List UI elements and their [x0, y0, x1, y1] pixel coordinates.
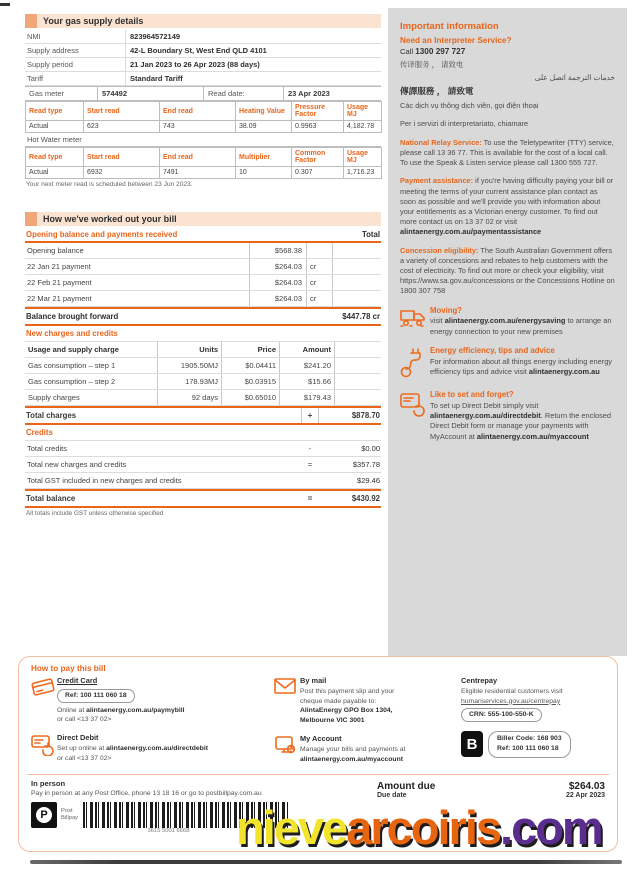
hw-th-end-read: End read [160, 148, 236, 167]
moving-tip [400, 306, 615, 337]
credit-card-method [31, 676, 274, 725]
step2-price: $0.03915 [221, 374, 279, 389]
balance-forward-label: Balance brought forward [26, 312, 119, 321]
centrepay-body [461, 676, 605, 725]
payment-methods-grid [31, 676, 605, 773]
supply-row-nmi [25, 30, 381, 44]
gas-table-data-row [26, 121, 382, 133]
interpreter-italian: Per i servizi di interpretariato, chiamare [400, 119, 529, 129]
amount-due-value: $264.03 [568, 780, 605, 792]
charge-row-step1 [25, 358, 381, 374]
total-credits-label: Total credits [27, 444, 68, 453]
direct-debit-icon [31, 733, 57, 763]
interpreter-call-line [400, 46, 615, 57]
energy-efficiency-title: Energy efficiency, tips and advice [430, 345, 555, 355]
moving-truck-icon [400, 306, 430, 337]
gst-row [25, 473, 381, 489]
gas-meter-label: Gas meter [29, 89, 65, 98]
power-cord-icon [400, 346, 430, 381]
gas-th-end-read: End read [160, 102, 236, 121]
credit-card-line1 [57, 706, 274, 716]
gas-pressure-factor: 0.9963 [292, 121, 344, 133]
centrepay-crn-badge: CRN: 555-100-550-K [461, 708, 542, 722]
hw-th-read-type: Read type [26, 148, 84, 167]
opening-balance-header-row [25, 228, 381, 243]
payment-jan-amount: $264.03 [249, 259, 307, 274]
total-charges-value: $878.70 [351, 411, 380, 420]
due-date-label: Due date [377, 791, 407, 799]
address-label: Supply address [27, 46, 79, 55]
step1-units: 1905.50MJ [157, 358, 221, 373]
supply-section-header [25, 14, 381, 28]
credit-card-body [57, 676, 274, 725]
total-new-charges-value: $357.78 [352, 460, 380, 469]
direct-debit-title: Direct Debit [57, 733, 99, 743]
set-and-forget-tip [400, 390, 615, 442]
by-mail-title: By mail [300, 676, 327, 685]
hw-read-type: Actual [26, 167, 84, 179]
bpay-ref: Ref: 100 111 060 18 [497, 745, 559, 753]
concession-text: The South Australian Government offers a variety of concessions and rebates to help customers with the cost of electricity. To find out more or check your eligibility, visit https://www.sa.gov.au/concessions or the Concessions Hotline on 1800 307 758 [400, 245, 615, 296]
national-relay-service-paragraph [400, 138, 615, 169]
watermark-part2: arcoiris [346, 801, 501, 854]
read-date-value: 23 Apr 2023 [283, 87, 381, 100]
amount-due-row [377, 781, 605, 792]
gas-start-read: 623 [84, 121, 160, 133]
total-column-label: Total [361, 230, 380, 239]
hw-start-read: 6932 [84, 167, 160, 179]
payment-col-1 [31, 676, 274, 773]
payment-mar-label: 22 Mar 21 payment [27, 294, 92, 303]
gas-usage: 4,182.78 [344, 121, 382, 133]
moving-title: Moving? [430, 305, 463, 315]
by-mail-line2: cheque made payable to: [300, 697, 377, 705]
supply-charge-price: $0.65010 [221, 390, 279, 405]
billpay-word: Billpay [61, 814, 79, 821]
direct-debit-line1-pre: Set up online at [57, 745, 107, 752]
payment-assistance-link[interactable]: alintaenergy.com.au/paymentassistance [400, 227, 542, 237]
post-word: Post [61, 807, 73, 814]
due-date-row [377, 792, 605, 799]
direct-debit-line1 [57, 744, 274, 754]
gas-read-type: Actual [26, 121, 84, 133]
supply-row-address [25, 44, 381, 58]
direct-debit-line2: or call <13 37 02> [57, 754, 112, 762]
gas-th-usage: Usage MJ [344, 102, 382, 121]
centrepay-line1: Eligible residential customers visit [461, 687, 563, 695]
payment-row-mar [25, 291, 381, 307]
set-pre: To set up Direct Debit simply visit [430, 400, 539, 410]
new-charges-header: New charges and credits [25, 326, 381, 342]
hw-table-header-row [26, 148, 382, 167]
site-watermark [236, 800, 602, 855]
gas-end-read: 743 [160, 121, 236, 133]
step1-desc: Gas consumption – step 1 [28, 361, 116, 370]
moving-pre: visit [430, 316, 445, 326]
supply-charge-amount: $179.43 [279, 390, 335, 405]
total-balance-row [25, 489, 381, 508]
hw-th-usage: Usage MJ [344, 148, 382, 167]
total-credits-row [25, 441, 381, 457]
supply-details-section [25, 14, 381, 188]
charges-header-row [25, 342, 381, 358]
step2-units: 178.93MJ [157, 374, 221, 389]
direct-debit-card-icon [400, 390, 430, 442]
supply-charge-units: 92 days [157, 390, 221, 405]
gas-th-start-read: Start read [84, 102, 160, 121]
payment-feb-label: 22 Feb 21 payment [27, 278, 92, 287]
directdebit-link[interactable]: alintaenergy.com.au/directdebit [106, 745, 208, 752]
set-myaccount-link[interactable]: alintaenergy.com.au/myaccount [476, 431, 589, 441]
gas-th-heating-value: Heating Value [236, 102, 292, 121]
by-mail-body [300, 676, 461, 726]
interpreter-service-title: Need an Interpreter Service? [400, 36, 512, 46]
nrs-text: To use the Teletypewriter (TTY) service, please call 13 36 77. This is available for the cost of a local call. To use the Speak & Listen service please call 1300 555 727. [400, 137, 614, 168]
charges-th-desc: Usage and supply charge [28, 345, 119, 354]
by-mail-address2: Melbourne VIC 3001 [300, 717, 365, 725]
step1-price: $0.04411 [221, 358, 279, 373]
hw-table-data-row [26, 167, 382, 179]
credit-card-title: Credit Card [57, 676, 98, 685]
due-date-value: 22 Apr 2023 [565, 791, 605, 799]
concession-lead: Concession eligibility: [400, 245, 479, 255]
centrepay-link[interactable]: humanservices.gov.au/centrepay [461, 697, 561, 705]
pay-box-divider [27, 774, 609, 775]
step2-desc: Gas consumption – step 2 [28, 377, 116, 386]
paymybill-link[interactable]: alintaenergy.com.au/paymybill [86, 706, 185, 714]
by-mail-address1: AlintaEnergy GPO Box 1304, [300, 707, 393, 715]
balance-brought-forward-row [25, 307, 381, 326]
by-mail-line1: Post this payment slip and your [300, 687, 395, 695]
energy-pre: For information about all things energy including energy efficiency tips and advice visit [430, 356, 612, 376]
total-credits-value: $0.00 [361, 444, 380, 453]
gas-th-read-type: Read type [26, 102, 84, 121]
set-forget-title: Like to set and forget? [430, 390, 514, 400]
amount-due-label: Amount due [377, 780, 436, 792]
gas-meter-row [25, 86, 381, 101]
post-logo-letter: P [36, 807, 52, 823]
balance-forward-value: $447.78 cr [342, 312, 380, 321]
period-value: 21 Jan 2023 to 26 Apr 2023 (88 days) [125, 58, 381, 71]
step2-amount: $15.66 [279, 374, 335, 389]
step1-amount: $241.20 [279, 358, 335, 373]
bpay-logo-icon: B [461, 731, 483, 757]
scan-bottom-line [30, 860, 622, 864]
gst-footnote: All totals include GST unless otherwise specified [26, 510, 164, 517]
nmi-label: NMI [27, 32, 41, 41]
supply-section-title: Your gas supply details [43, 16, 144, 26]
interpreter-chinese-traditional: 傳譯服務 ， 請致電 [400, 86, 474, 97]
next-read-footnote: Your next meter read is scheduled between 23 Jun 2023. [26, 181, 193, 188]
payment-row-jan [25, 259, 381, 275]
payment-row-feb [25, 275, 381, 291]
payment-assistance-text: if you're having difficulty paying your bill or meeting the terms of your current assistance plan contact as soon as possible and we'll provide you with information about your entitlements as a Victorian energy customer. To find out more contact us on 13 37 02 or visit [400, 176, 614, 227]
payment-assistance-lead: Payment assistance: [400, 176, 474, 186]
supply-charge-desc: Supply charges [28, 393, 80, 402]
opening-balance-cr [307, 243, 333, 258]
bpay-details-badge [488, 731, 571, 757]
total-balance-sign: = [307, 494, 313, 503]
charges-th-units: Units [157, 342, 221, 357]
set-forget-tip-body [430, 390, 615, 442]
direct-debit-method [31, 733, 274, 763]
concession-eligibility-paragraph [400, 246, 615, 297]
opening-balance-amount: $568.38 [249, 243, 307, 258]
hw-usage: 1,716.23 [344, 167, 382, 179]
call-label: Call [400, 47, 416, 57]
credit-card-icon [31, 676, 57, 725]
bpay-biller-code: Biller Code: 168 903 [497, 735, 562, 743]
post-billpay-words [61, 808, 78, 822]
hw-common-factor: 0.307 [292, 167, 344, 179]
by-mail-method [274, 676, 461, 726]
my-account-body [300, 734, 461, 764]
nmi-value: 823964572149 [125, 30, 381, 43]
in-person-title: In person [31, 778, 66, 788]
hw-th-start-read: Start read [84, 148, 160, 167]
my-account-line1: Manage your bills and payments at [300, 745, 406, 753]
bpay-block [461, 731, 605, 757]
total-charges-row [25, 406, 381, 425]
payment-feb-cr: cr [307, 275, 333, 290]
total-new-charges-row [25, 457, 381, 473]
tariff-value: Standard Tariff [125, 72, 381, 85]
gst-value: $29.46 [357, 476, 380, 485]
moving-post: to arrange an energy connection to your new premises [430, 316, 612, 336]
energy-link[interactable]: alintaenergy.com.au [528, 366, 600, 376]
energy-efficiency-tip [400, 346, 615, 381]
gas-table-header-row [26, 102, 382, 121]
how-to-pay-title: How to pay this bill [31, 664, 106, 673]
address-value: 42-L Boundary St, West End QLD 4101 [125, 44, 381, 57]
total-new-charges-sign: = [307, 460, 313, 469]
gas-heating-value: 38.09 [236, 121, 292, 133]
myaccount-link[interactable]: alintaenergy.com.au/myaccount [300, 755, 403, 763]
supply-row-tariff [25, 72, 381, 86]
read-date-label: Read date: [203, 87, 283, 100]
credit-card-line1-pre: Online at [57, 706, 87, 714]
total-credits-sign: - [308, 444, 312, 453]
hw-th-multiplier: Multiplier [236, 148, 292, 167]
watermark-part1: nieve [236, 801, 347, 854]
bill-breakdown-section [25, 212, 381, 519]
set-mid: . Return the enclosed Direct Debit form or manage your payments with MyAccount at [430, 411, 612, 441]
hot-water-meter-label: Hot Water meter [25, 133, 381, 147]
payment-jan-cr: cr [307, 259, 333, 274]
opening-header-label: Opening balance and payments received [26, 230, 178, 239]
tariff-label: Tariff [27, 74, 44, 83]
opening-balance-label: Opening balance [27, 246, 84, 255]
interpreter-vietnamese: Các dịch vụ thông dịch viên, gọi điện thoại [400, 101, 539, 111]
bill-section-title: How we've worked out your bill [43, 214, 177, 224]
payment-mar-cr: cr [307, 291, 333, 306]
credits-header: Credits [25, 425, 381, 441]
payment-jan-label: 22 Jan 21 payment [27, 262, 91, 271]
nrs-lead: National Relay Service: [400, 137, 482, 147]
gst-label: Total GST included in new charges and credits [27, 476, 182, 485]
interpreter-arabic: خدمات الترجمة اتصل على [534, 73, 615, 83]
barcode-number: 3615 5001 6668 [147, 827, 190, 834]
hw-end-read: 7491 [160, 167, 236, 179]
my-account-monitor-icon [274, 734, 300, 764]
direct-debit-body [57, 733, 274, 763]
bill-section-header [25, 212, 381, 226]
hw-multiplier: 10 [236, 167, 292, 179]
post-billpay-logo-icon [31, 802, 57, 828]
centrepay-title: Centrepay [461, 676, 498, 685]
in-person-text: Pay in person at any Post Office, phone 13 18 16 or go to postbillpay.com.au [31, 789, 262, 797]
charges-th-amount: Amount [279, 342, 335, 357]
payment-mar-amount: $264.03 [249, 291, 307, 306]
my-account-method [274, 734, 461, 764]
my-account-title: My Account [300, 734, 342, 744]
total-new-charges-label: Total new charges and credits [27, 460, 127, 469]
payment-col-3 [461, 676, 605, 773]
important-information-panel [388, 8, 627, 656]
hw-th-common-factor: Common Factor [292, 148, 344, 167]
total-charges-label: Total charges [26, 411, 77, 420]
total-balance-label: Total balance [26, 494, 76, 503]
supply-row-period [25, 58, 381, 72]
scan-artifact-mark [0, 3, 10, 6]
period-label: Supply period [27, 60, 73, 69]
charge-row-supply [25, 390, 381, 406]
gas-meter-table [25, 101, 382, 133]
hot-water-meter-table [25, 147, 382, 179]
moving-tip-body [430, 306, 615, 337]
payment-assistance-paragraph [400, 176, 615, 237]
payment-col-2 [274, 676, 461, 773]
charge-row-step2 [25, 374, 381, 390]
moving-link[interactable]: alintaenergy.com.au/energysaving [444, 316, 566, 326]
interpreter-chinese-simplified: 传译服务 ， 请致电 [400, 59, 464, 69]
total-balance-value: $430.92 [351, 494, 380, 503]
interpreter-phone-number: 1300 297 727 [415, 47, 466, 57]
watermark-part3: .com [500, 801, 602, 854]
total-charges-sign: + [301, 408, 319, 423]
gst-sign [301, 473, 319, 488]
credit-card-ref-badge: Ref: 100 111 060 18 [57, 689, 135, 703]
opening-balance-row [25, 243, 381, 259]
info-panel-title: Important information [400, 21, 499, 32]
gas-th-pressure-factor: Pressure Factor [292, 102, 344, 121]
energy-tip-body [430, 346, 615, 381]
mail-envelope-icon [274, 676, 300, 726]
credit-card-line2: or call <13 37 02> [57, 716, 112, 724]
set-directdebit-link[interactable]: alintaenergy.com.au/directdebit [430, 411, 541, 421]
payment-feb-amount: $264.03 [249, 275, 307, 290]
charges-th-price: Price [221, 342, 279, 357]
gas-meter-number: 574492 [97, 87, 203, 100]
